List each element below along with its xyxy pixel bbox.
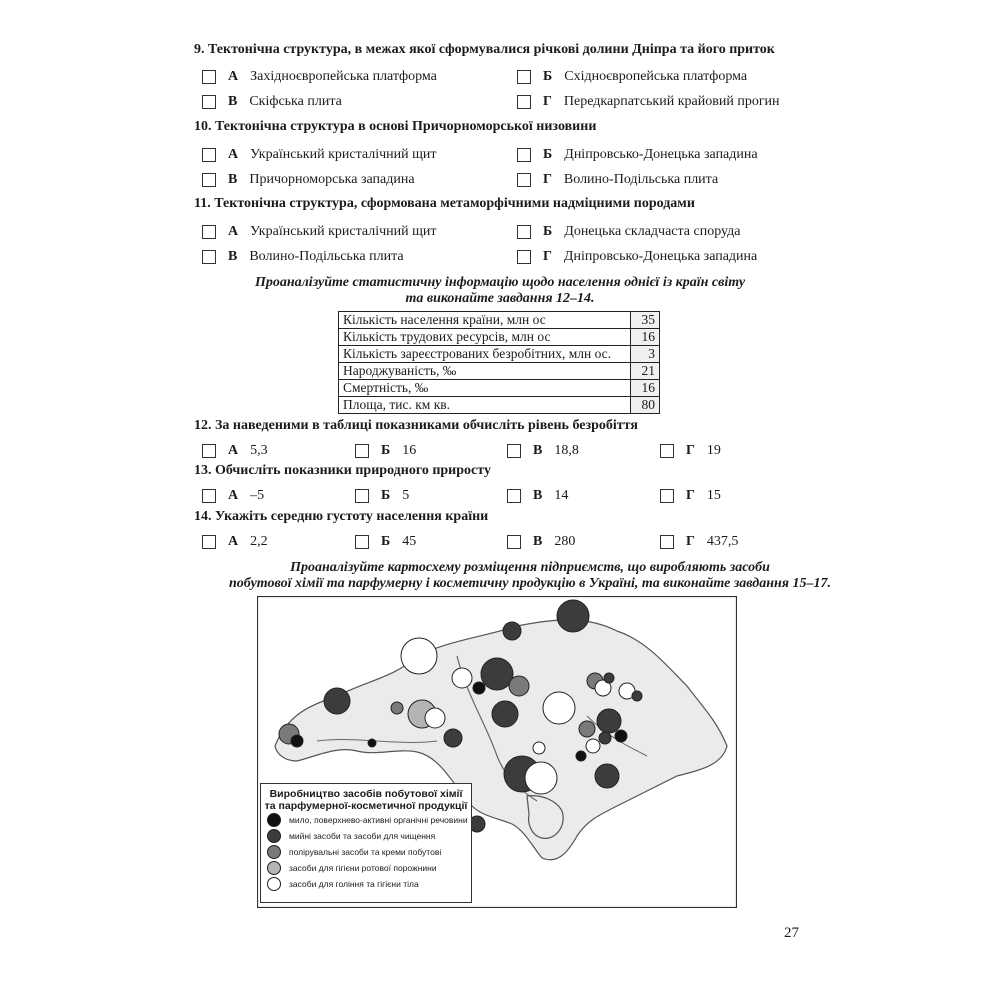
statistics-table xyxy=(338,311,660,414)
table-row: Кількість населення країни, млн ос 35 xyxy=(339,312,660,329)
q12-option-d[interactable]: Г 19 xyxy=(660,443,721,459)
map-circle xyxy=(615,730,627,742)
instruction-map xyxy=(160,560,900,592)
q13-option-d[interactable]: Г 15 xyxy=(660,488,721,504)
checkbox[interactable] xyxy=(202,70,216,84)
map-circle xyxy=(533,742,545,754)
legend-item: засоби для гігієни ротової порожнини xyxy=(267,860,471,876)
table-row: Площа, тис. км кв. 80 xyxy=(339,397,660,414)
legend-swatch-icon xyxy=(267,861,281,875)
map-circle xyxy=(576,751,586,761)
legend-item: полірувальні засоби та креми побутові xyxy=(267,844,471,860)
checkbox[interactable] xyxy=(202,225,216,239)
question-12-title: 12. За наведеними в таблиці показниками обчисліть рівень безробіття xyxy=(194,418,638,433)
map-circle xyxy=(597,709,621,733)
checkbox[interactable] xyxy=(517,70,531,84)
checkbox[interactable] xyxy=(202,95,216,109)
instruction-line: Проаналізуйте статистичну інформацію щодо населення однієї із країн світу xyxy=(254,275,746,290)
q13-option-b[interactable]: Б 5 xyxy=(355,488,409,504)
map-circle xyxy=(579,721,595,737)
q9-option-b[interactable]: Б Східноєвропейська платформа xyxy=(517,69,747,85)
table-row: Кількість зареєстрованих безробітних, млн ос. 3 xyxy=(339,346,660,363)
checkbox[interactable] xyxy=(202,535,216,549)
table-row: Смертність, ‰ 16 xyxy=(339,380,660,397)
map-circle xyxy=(557,600,589,632)
instruction-line: Проаналізуйте картосхему розміщення підприємств, що виробляють засоби xyxy=(290,560,770,575)
table-row: Народжуваність, ‰ 21 xyxy=(339,363,660,380)
map-circle xyxy=(595,764,619,788)
checkbox[interactable] xyxy=(517,225,531,239)
checkbox[interactable] xyxy=(202,173,216,187)
question-14-title: 14. Укажіть середню густоту населення країни xyxy=(194,509,489,524)
q14-option-c[interactable]: В 280 xyxy=(507,534,575,550)
q11-option-d[interactable]: Г Дніпровсько-Донецька западина xyxy=(517,249,757,265)
q14-option-d[interactable]: Г 437,5 xyxy=(660,534,738,550)
q11-option-c[interactable]: В Волино-Подільська плита xyxy=(202,249,404,265)
q10-option-d[interactable]: Г Волино-Подільська плита xyxy=(517,172,718,188)
checkbox[interactable] xyxy=(202,250,216,264)
legend-swatch-icon xyxy=(267,829,281,843)
q10-option-b[interactable]: Б Дніпровсько-Донецька западина xyxy=(517,147,758,163)
q9-option-a[interactable]: А Західноєвропейська платформа xyxy=(202,69,437,85)
instruction-line: та виконайте завдання 12–14. xyxy=(405,291,595,306)
checkbox[interactable] xyxy=(202,148,216,162)
legend-swatch-icon xyxy=(267,877,281,891)
q10-option-a[interactable]: А Український кристалічний щит xyxy=(202,147,437,163)
page-number: 27 xyxy=(784,925,799,941)
q14-option-b[interactable]: Б 45 xyxy=(355,534,416,550)
legend-item: мийні засоби та засоби для чищення xyxy=(267,828,471,844)
q14-option-a[interactable]: А 2,2 xyxy=(202,534,268,550)
map-legend xyxy=(260,783,472,903)
map-circle xyxy=(525,762,557,794)
map-circle xyxy=(401,638,437,674)
checkbox[interactable] xyxy=(660,535,674,549)
q12-option-a[interactable]: А 5,3 xyxy=(202,443,268,459)
instruction-statistics xyxy=(200,275,800,307)
map-circle xyxy=(492,701,518,727)
legend-item: мило, поверхнево-активні органічні речовини xyxy=(267,812,471,828)
map-circle xyxy=(452,668,472,688)
legend-swatch-icon xyxy=(267,845,281,859)
question-13-title: 13. Обчисліть показники природного приросту xyxy=(194,463,491,478)
map-circle xyxy=(509,676,529,696)
map-circle xyxy=(425,708,445,728)
map-circle xyxy=(444,729,462,747)
legend-title-line: та парфумерної-косметичної продукції xyxy=(264,800,468,812)
instruction-line: побутової хімії та парфумерну і косметичну продукцію в Україні, та виконайте завдання 15–17. xyxy=(229,576,831,591)
checkbox[interactable] xyxy=(517,173,531,187)
q9-option-c[interactable]: В Скіфська плита xyxy=(202,94,342,110)
checkbox[interactable] xyxy=(507,444,521,458)
q13-option-c[interactable]: В 14 xyxy=(507,488,568,504)
q13-option-a[interactable]: А –5 xyxy=(202,488,264,504)
checkbox[interactable] xyxy=(202,444,216,458)
q9-option-d[interactable]: Г Передкарпатський крайовий прогин xyxy=(517,94,780,110)
q10-option-c[interactable]: В Причорноморська западина xyxy=(202,172,415,188)
checkbox[interactable] xyxy=(355,444,369,458)
map-circle xyxy=(481,658,513,690)
checkbox[interactable] xyxy=(660,444,674,458)
question-10-title: 10. Тектонічна структура в основі Причорноморської низовини xyxy=(194,119,597,134)
checkbox[interactable] xyxy=(507,489,521,503)
question-9-title: 9. Тектонічна структура, в межах якої сформувалися річкові долини Дніпра та його приток xyxy=(194,42,775,57)
map-circle xyxy=(632,691,642,701)
checkbox[interactable] xyxy=(517,250,531,264)
checkbox[interactable] xyxy=(660,489,674,503)
checkbox[interactable] xyxy=(517,95,531,109)
map-circle xyxy=(599,732,611,744)
map-circle xyxy=(503,622,521,640)
q11-option-b[interactable]: Б Донецька складчаста споруда xyxy=(517,224,741,240)
map-circle xyxy=(543,692,575,724)
map-circle xyxy=(291,735,303,747)
map-circle xyxy=(604,673,614,683)
map-circle xyxy=(586,739,600,753)
q12-option-c[interactable]: В 18,8 xyxy=(507,443,579,459)
checkbox[interactable] xyxy=(507,535,521,549)
checkbox[interactable] xyxy=(355,535,369,549)
checkbox[interactable] xyxy=(202,489,216,503)
legend-title xyxy=(261,788,471,812)
table-row: Кількість трудових ресурсів, млн ос 16 xyxy=(339,329,660,346)
question-11-title: 11. Тектонічна структура, сформована метаморфічними надміцними породами xyxy=(194,196,695,211)
map-circle xyxy=(324,688,350,714)
map-circle xyxy=(391,702,403,714)
map-circle xyxy=(368,739,376,747)
checkbox[interactable] xyxy=(517,148,531,162)
legend-swatch-icon xyxy=(267,813,281,827)
legend-item: засоби для гоління та гігієни тіла xyxy=(267,876,471,892)
q12-option-b[interactable]: Б 16 xyxy=(355,443,416,459)
q11-option-a[interactable]: А Український кристалічний щит xyxy=(202,224,437,240)
checkbox[interactable] xyxy=(355,489,369,503)
legend-title-line: Виробництво засобів побутової хімії xyxy=(269,788,463,800)
map-circle xyxy=(473,682,485,694)
